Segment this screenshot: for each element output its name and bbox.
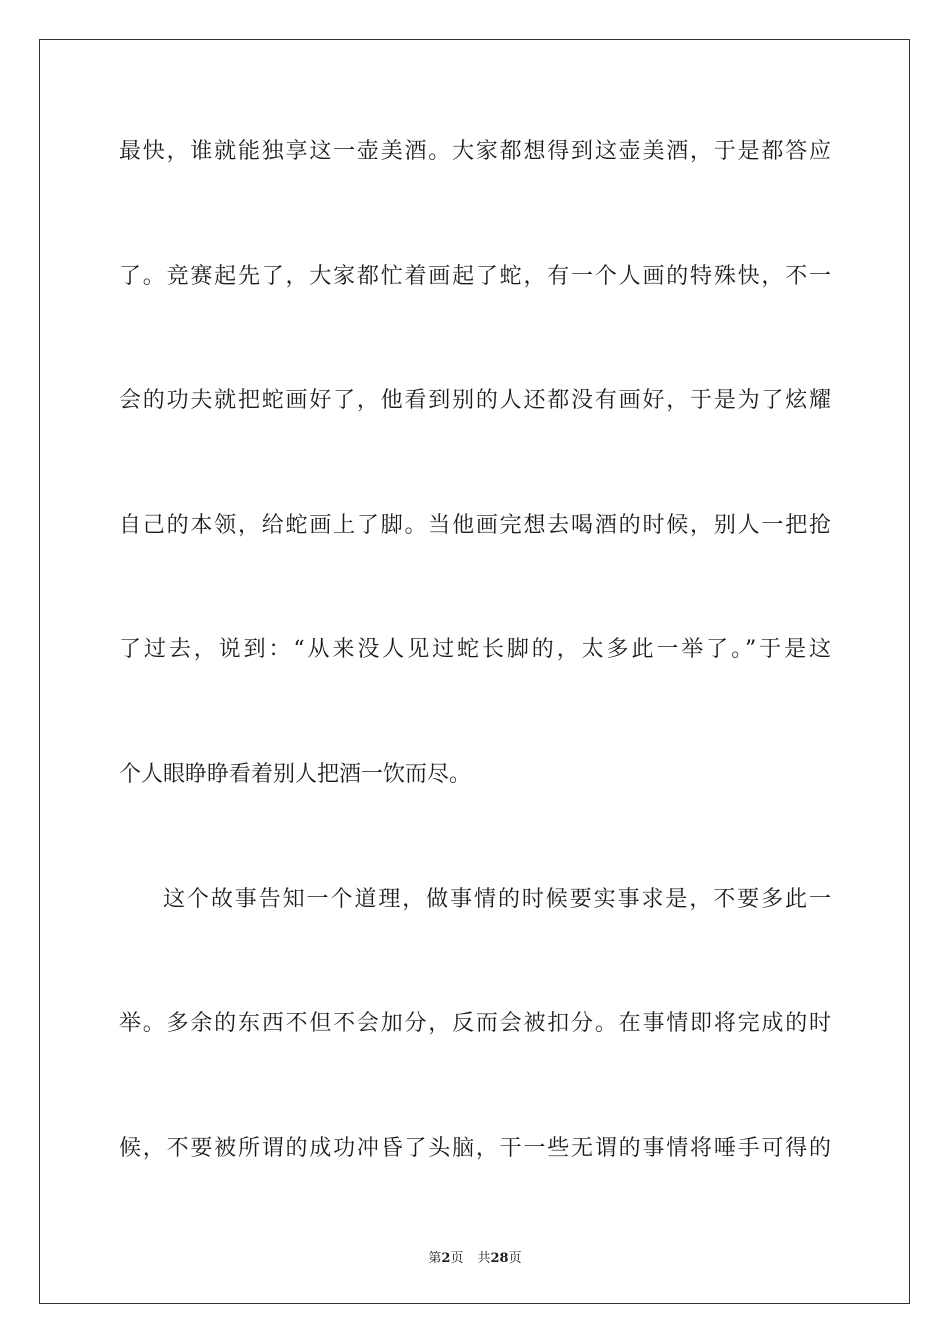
page-border	[39, 39, 910, 1304]
paragraph-line-3: 会的功夫就把蛇画好了，他看到别的人还都没有画好，于是为了炫耀	[119, 388, 831, 413]
total-pages: 28	[490, 1251, 509, 1266]
paragraph-line-9: 候，不要被所谓的成功冲昏了头脑，干一些无谓的事情将唾手可得的	[119, 1136, 831, 1161]
paragraph-line-7: 这个故事告知一个道理，做事情的时候要实事求是，不要多此一	[163, 887, 831, 912]
paragraph-line-6: 个人眼睁睁看着别人把酒一饮而尽。	[119, 762, 472, 787]
paragraph-line-1: 最快，谁就能独享这一壶美酒。大家都想得到这壶美酒，于是都答应	[119, 139, 831, 164]
paragraph-line-5: 了过去，说到：“从来没人见过蛇长脚的，太多此一举了。”于是这	[119, 637, 831, 662]
page-footer	[0, 1247, 950, 1266]
page-number: 2	[441, 1251, 451, 1266]
paragraph-line-8: 举。多余的东西不但不会加分，反而会被扣分。在事情即将完成的时	[119, 1011, 831, 1036]
paragraph-line-4: 自己的本领，给蛇画上了脚。当他画完想去喝酒的时候，别人一把抢	[119, 513, 831, 538]
total-suffix: 页	[508, 1251, 522, 1266]
page-suffix: 页	[450, 1251, 464, 1266]
total-prefix: 共	[477, 1251, 491, 1266]
page-prefix: 第	[428, 1251, 442, 1266]
paragraph-line-2: 了。竞赛起先了，大家都忙着画起了蛇，有一个人画的特殊快，不一	[119, 264, 831, 289]
